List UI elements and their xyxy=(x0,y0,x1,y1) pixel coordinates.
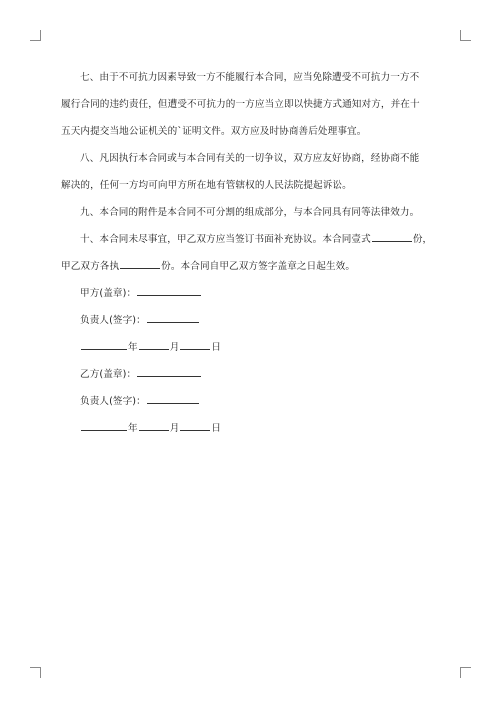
party-b-day-label: 日 xyxy=(211,423,222,434)
clause-ten-text-2: 份， xyxy=(412,234,433,245)
copies-each-blank[interactable] xyxy=(120,258,160,269)
signature-block xyxy=(61,280,441,442)
party-a-month-label: 月 xyxy=(169,342,180,353)
party-a-day-blank[interactable] xyxy=(180,339,210,350)
party-a-seal-label: 甲方(盖章)： xyxy=(80,288,137,299)
clause-nine xyxy=(61,199,441,226)
party-b-signer-line xyxy=(61,388,441,415)
crop-mark-top-left xyxy=(30,30,41,41)
party-a-year-blank[interactable] xyxy=(81,339,127,350)
clause-ten xyxy=(61,226,441,280)
party-b-seal-label: 乙方(盖章)： xyxy=(80,369,137,380)
party-b-year-label: 年 xyxy=(128,423,138,434)
document-body xyxy=(61,64,441,442)
party-b-year-blank[interactable] xyxy=(81,420,127,431)
clause-ten-text-1: 十、本合同未尽事宜，甲乙双方应当签订书面补充协议。本合同壹式 xyxy=(80,234,371,245)
crop-mark-top-right xyxy=(460,30,471,41)
party-b-seal-line xyxy=(61,361,441,388)
clause-nine-line-1: 九、本合同的附件是本合同不可分割的组成部分，与本合同具有同等法律效力。 xyxy=(80,207,420,218)
party-b-month-label: 月 xyxy=(169,423,180,434)
clause-eight-line-1: 八、凡因执行本合同或与本合同有关的一切争议，双方应友好协商，经协商不能 xyxy=(80,153,420,164)
party-a-date-line xyxy=(61,334,441,361)
crop-mark-bottom-left xyxy=(30,667,41,678)
party-b-month-blank[interactable] xyxy=(139,420,169,431)
clause-seven xyxy=(61,64,441,145)
party-a-seal-blank[interactable] xyxy=(137,285,201,296)
party-a-signer-label: 负责人(签字)： xyxy=(80,315,146,326)
crop-mark-bottom-right xyxy=(460,667,471,678)
party-a-month-blank[interactable] xyxy=(139,339,169,350)
clause-seven-line-1: 七、由于不可抗力因素导致一方不能履行本合同，应当免除遭受不可抗力一方不 xyxy=(80,72,420,83)
party-b-signer-blank[interactable] xyxy=(147,393,199,404)
clause-ten-text-3: 甲乙双方各执 xyxy=(61,261,120,272)
clause-seven-line-2: 履行合同的违约责任，但遭受不可抗力的一方应当立即以快捷方式通知对方，并在十 xyxy=(61,99,420,110)
clause-ten-line-1 xyxy=(61,226,441,253)
party-b-signer-label: 负责人(签字)： xyxy=(80,396,146,407)
party-a-year-label: 年 xyxy=(128,342,138,353)
clause-ten-text-4: 份。本合同自甲乙双方签字盖章之日起生效。 xyxy=(161,261,356,272)
party-b-date-line xyxy=(61,415,441,442)
party-a-day-label: 日 xyxy=(211,342,222,353)
party-b-seal-blank[interactable] xyxy=(137,366,201,377)
clause-seven-line-3: 五天内提交当地公证机关的`证明文件。双方应及时协商善后处理事宜。 xyxy=(61,126,367,137)
party-a-signer-blank[interactable] xyxy=(147,312,199,323)
party-b-day-blank[interactable] xyxy=(180,420,210,431)
party-a-signer-line xyxy=(61,307,441,334)
copies-total-blank[interactable] xyxy=(372,231,412,242)
clause-ten-line-2 xyxy=(61,253,441,280)
clause-eight xyxy=(61,145,441,199)
clause-eight-line-2: 解决的，任何一方均可向甲方所在地有管辖权的人民法院提起诉讼。 xyxy=(61,180,352,191)
party-a-seal-line xyxy=(61,280,441,307)
